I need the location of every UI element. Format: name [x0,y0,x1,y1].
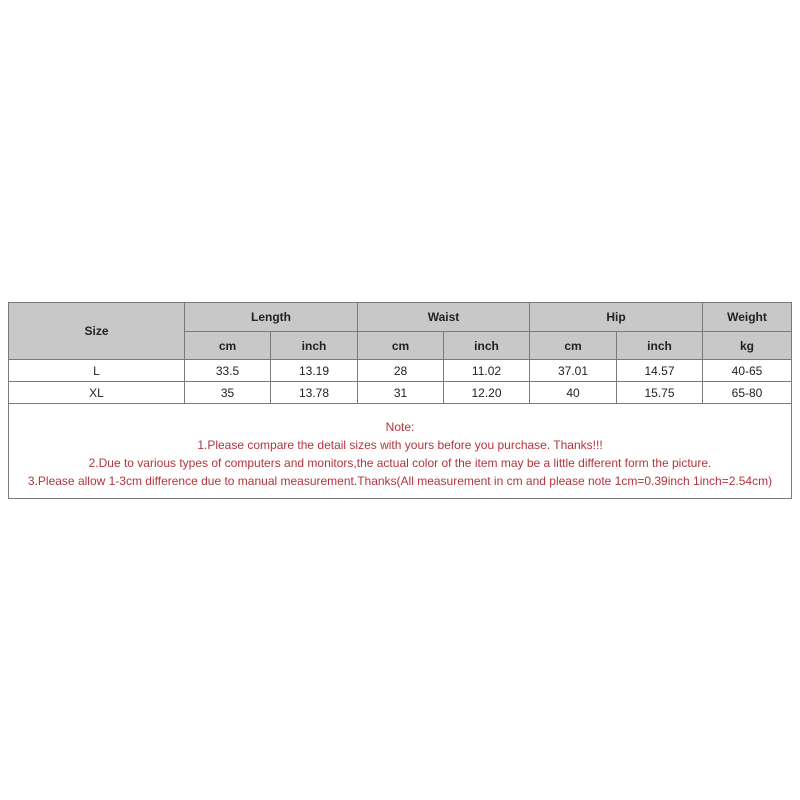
table-cell: 35 [185,382,271,404]
note-line: 2.Due to various types of computers and monitors,the actual color of the item may be a little different form the picture. [88,456,712,470]
table-cell: 12.20 [444,382,530,404]
notes-cell [9,404,792,499]
note-title: Note: [385,420,415,434]
notes-row [9,404,792,499]
table-cell: 11.02 [444,360,530,382]
unit-header: inch [444,332,530,360]
size-chart-table [8,302,792,499]
table-cell: 15.75 [617,382,703,404]
unit-header: cm [530,332,617,360]
table-cell: 40 [530,382,617,404]
size-cell: L [9,360,185,382]
table-cell: 33.5 [185,360,271,382]
table-cell: 65-80 [703,382,792,404]
table-cell: 14.57 [617,360,703,382]
size-cell: XL [9,382,185,404]
table-row-l [9,360,792,382]
length-header: Length [185,303,358,332]
table-cell: 13.19 [271,360,358,382]
unit-header: cm [358,332,444,360]
table-cell: 37.01 [530,360,617,382]
note-line: 3.Please allow 1-3cm difference due to manual measurement.Thanks(All measurement in cm and please note 1cm=0.39inch 1inch=2.54cm) [27,474,773,488]
unit-header: kg [703,332,792,360]
table-row-xl [9,382,792,404]
size-header: Size [9,303,185,360]
header-row-groups [9,303,792,332]
table-cell: 13.78 [271,382,358,404]
waist-header: Waist [358,303,530,332]
weight-header: Weight [703,303,792,332]
unit-header: cm [185,332,271,360]
table-cell: 40-65 [703,360,792,382]
table-cell: 31 [358,382,444,404]
unit-header: inch [271,332,358,360]
note-line: 1.Please compare the detail sizes with yours before you purchase. Thanks!!! [197,438,603,452]
table-cell: 28 [358,360,444,382]
unit-header: inch [617,332,703,360]
hip-header: Hip [530,303,703,332]
